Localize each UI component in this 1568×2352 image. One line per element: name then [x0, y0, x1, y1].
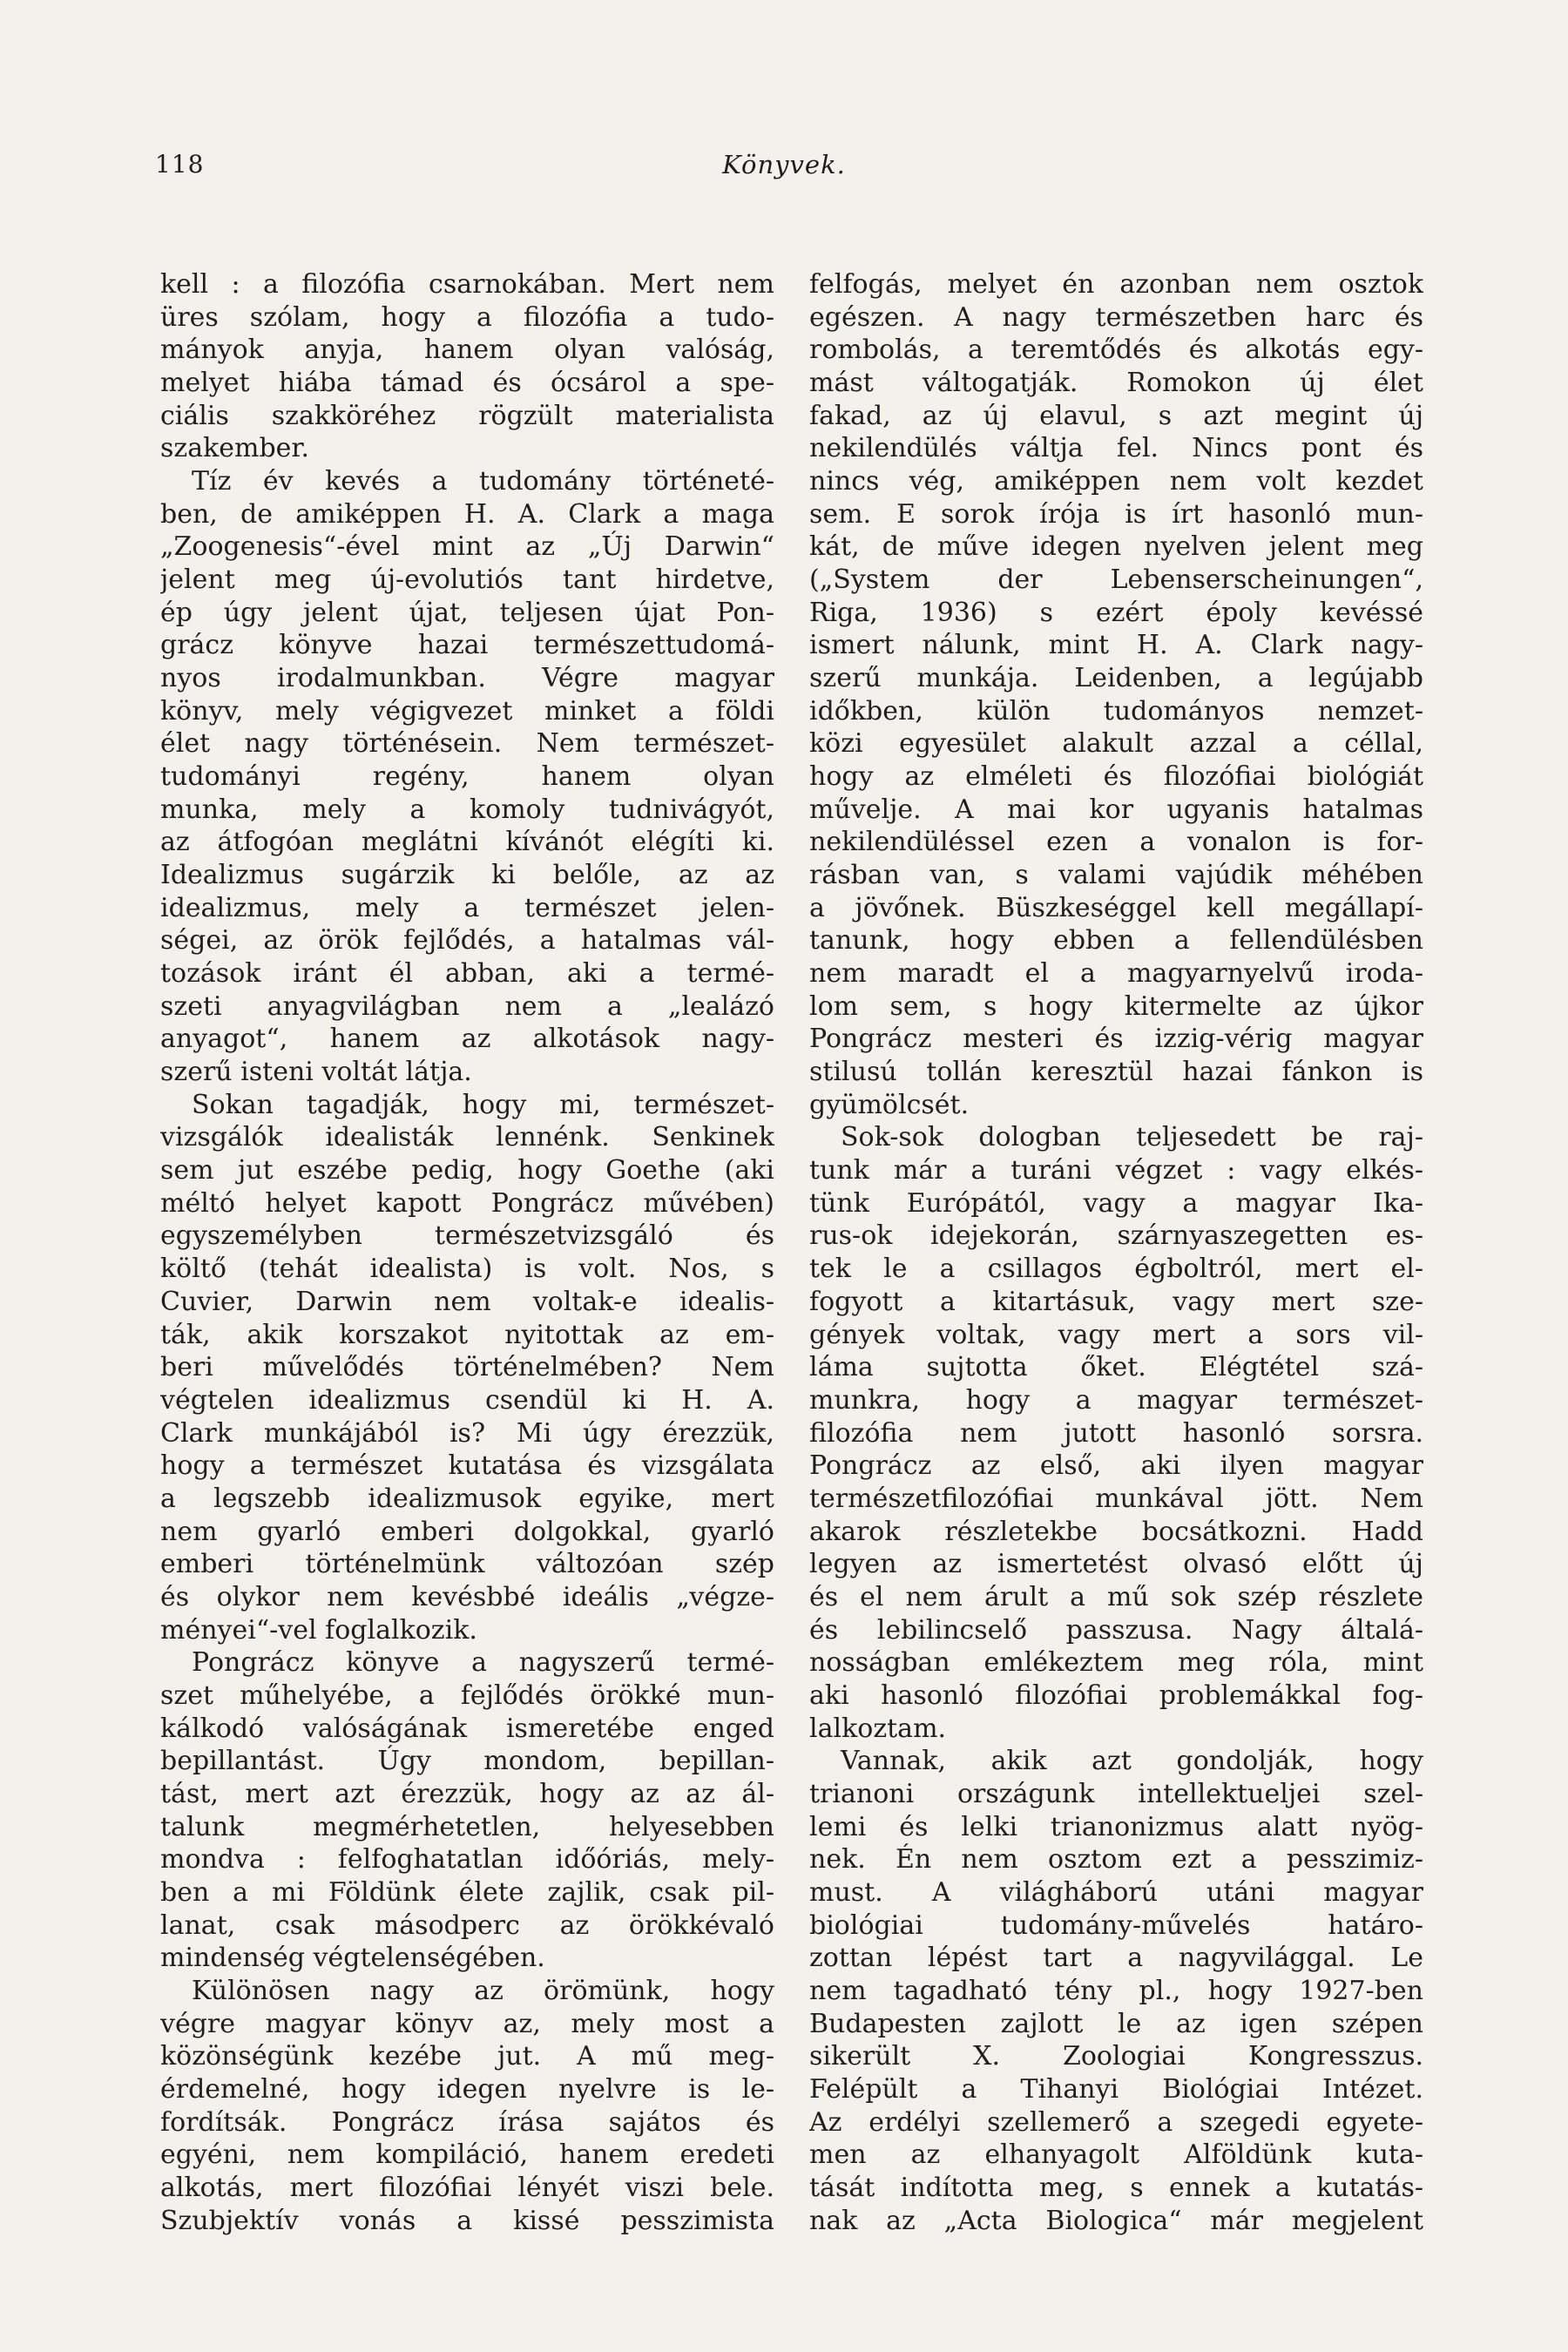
- text-line: Pongrácz az első, aki ilyen magyar: [809, 1450, 1423, 1482]
- text-line: biológiai tudomány-művelés határo-: [809, 1909, 1423, 1941]
- text-line: közi egyesület alakult azzal a céllal,: [809, 728, 1423, 760]
- text-line: anyagot“, hanem az alkotások nagy-: [160, 1024, 774, 1055]
- text-line: Szubjektív vonás a kissé pesszimista: [160, 2205, 774, 2236]
- text-line: ták, akik korszakot nyitottak az em-: [160, 1319, 774, 1350]
- text-line: must. A világháború utáni magyar: [809, 1876, 1423, 1908]
- text-line: nem tagadható tény pl., hogy 1927-ben: [809, 1975, 1423, 2006]
- text-line: nek. Én nem osztom ezt a pesszimiz-: [809, 1844, 1423, 1876]
- text-line: végre magyar könyv az, mely most a: [160, 2008, 774, 2039]
- text-line: természetfilozófiai munkával jött. Nem: [809, 1483, 1423, 1514]
- text-line: nem gyarló emberi dolgokkal, gyarló: [160, 1516, 774, 1547]
- text-line: költő (tehát idealista) is volt. Nos, s: [160, 1254, 774, 1285]
- text-line: könyv, mely végigvezet minket a földi: [160, 695, 774, 727]
- text-line: időkben, külön tudományos nemzet-: [809, 695, 1423, 727]
- page-header: [155, 150, 1413, 185]
- text-line: ép úgy jelent újat, teljesen újat Pon-: [160, 597, 774, 628]
- text-line: nyos irodalmunkban. Végre magyar: [160, 663, 774, 694]
- text-line: láma sujtotta őket. Elégtétel szá-: [809, 1352, 1423, 1383]
- text-line: mondva : felfoghatatlan időóriás, mely-: [160, 1844, 774, 1876]
- text-column-right: [809, 268, 1423, 2237]
- text-line: az átfogóan meglátni kívánót elégíti ki.: [160, 827, 774, 858]
- text-line: sem jut eszébe pedig, hogy Goethe (aki: [160, 1155, 774, 1186]
- text-line: tünk Európától, vagy a magyar Ika-: [809, 1187, 1423, 1219]
- text-line: tek le a csillagos égboltról, mert el-: [809, 1254, 1423, 1285]
- text-line: hogy az elméleti és filozófiai biológiát: [809, 761, 1423, 793]
- text-line: tanunk, hogy ebben a fellendülésben: [809, 925, 1423, 956]
- text-line: művelje. A mai kor ugyanis hatalmas: [809, 794, 1423, 825]
- text-line: érdemelné, hogy idegen nyelvre is le-: [160, 2073, 774, 2105]
- text-line: fogyott a kitartásuk, vagy mert sze-: [809, 1286, 1423, 1317]
- text-line: tást, mert azt érezzük, hogy az az ál-: [160, 1778, 774, 1809]
- text-line: nekilendüléssel ezen a vonalon is for-: [809, 827, 1423, 858]
- text-line: ciális szakköréhez rögzült materialista: [160, 400, 774, 431]
- text-line: idealizmus, mely a természet jelen-: [160, 892, 774, 923]
- text-line: Sok-sok dologban teljesedett be raj-: [841, 1122, 1423, 1153]
- text-line: Idealizmus sugárzik ki belőle, az az: [160, 860, 774, 891]
- text-line: („System der Lebenserscheinungen“,: [809, 564, 1423, 596]
- text-line: Cuvier, Darwin nem voltak-e idealis-: [160, 1286, 774, 1317]
- text-line: és olykor nem kevésbbé ideális „végze-: [160, 1581, 774, 1612]
- text-line: ményei“-vel foglalkozik.: [160, 1614, 477, 1646]
- page-number: 118: [155, 150, 205, 179]
- text-line: szerű munkája. Leidenben, a legújabb: [809, 663, 1423, 694]
- text-line: fordítsák. Pongrácz írása sajátos és: [160, 2106, 774, 2138]
- text-line: a jövőnek. Büszkeséggel kell megállapí-: [809, 892, 1423, 923]
- text-line: bepillantást. Úgy mondom, bepillan-: [160, 1746, 774, 1777]
- text-line: rásban van, s valami vajúdik méhében: [809, 860, 1423, 891]
- text-line: végtelen idealizmus csendül ki H. A.: [160, 1384, 774, 1416]
- text-line: ségei, az örök fejlődés, a hatalmas vál-: [160, 925, 774, 956]
- text-line: ismert nálunk, mint H. A. Clark nagy-: [809, 630, 1423, 661]
- text-line: tozások iránt él abban, aki a termé-: [160, 958, 774, 990]
- text-column-left: [160, 268, 774, 2237]
- text-line: Tíz év kevés a tudomány történeté-: [192, 466, 774, 497]
- text-line: nem maradt el a magyarnyelvű iroda-: [809, 958, 1423, 990]
- text-line: nincs vég, amiképpen nem volt kezdet: [809, 466, 1423, 497]
- text-line: szeti anyagvilágban nem a „lealázó: [160, 990, 774, 1022]
- text-line: stilusú tollán keresztül hazai fánkon is: [809, 1057, 1423, 1088]
- text-line: kálkodó valóságának ismeretébe enged: [160, 1713, 774, 1744]
- text-line: a legszebb idealizmusok egyike, mert: [160, 1483, 774, 1514]
- text-line: lanat, csak másodperc az örökkévaló: [160, 1909, 774, 1941]
- text-line: Budapesten zajlott le az igen szépen: [809, 2008, 1423, 2039]
- text-line: nak az „Acta Biologica“ már megjelent: [809, 2205, 1423, 2236]
- text-line: és el nem árult a mű sok szép részlete: [809, 1581, 1423, 1612]
- text-line: fakad, az új elavul, s azt megint új: [809, 400, 1423, 431]
- text-line: élet nagy történésein. Nem természet-: [160, 728, 774, 760]
- text-line: méltó helyet kapott Pongrácz művében): [160, 1187, 774, 1219]
- text-line: lom sem, s hogy kitermelte az újkor: [809, 990, 1423, 1022]
- text-line: rombolás, a teremtődés és alkotás egy-: [809, 335, 1423, 366]
- text-line: munkra, hogy a magyar természet-: [809, 1384, 1423, 1416]
- text-line: grácz könyve hazai természettudomá-: [160, 630, 774, 661]
- text-line: üres szólam, hogy a filozófia a tudo-: [160, 301, 774, 333]
- text-line: tunk már a turáni végzet : vagy elkés-: [809, 1155, 1423, 1186]
- text-line: szakember.: [160, 433, 310, 464]
- text-line: gyümölcsét.: [809, 1089, 970, 1120]
- text-line: munka, mely a komoly tudnivágyót,: [160, 794, 774, 825]
- text-line: Az erdélyi szellemerő a szegedi egyete-: [809, 2106, 1423, 2138]
- text-line: ben, de amiképpen H. A. Clark a maga: [160, 498, 774, 530]
- text-line: beri művelődés történelmében? Nem: [160, 1352, 774, 1383]
- text-line: mányok anyja, hanem olyan valóság,: [160, 335, 774, 366]
- text-line: mást váltogatják. Romokon új élet: [809, 368, 1423, 399]
- text-line: Pongrácz könyve a nagyszerű termé-: [192, 1647, 774, 1679]
- text-line: melyet hiába támad és ócsárol a spe-: [160, 368, 774, 399]
- text-line: talunk megmérhetetlen, helyesebben: [160, 1811, 774, 1842]
- text-line: „Zoogenesis“-ével mint az „Új Darwin“: [160, 531, 774, 563]
- text-line: Pongrácz mesteri és izzig-vérig magyar: [809, 1024, 1423, 1055]
- text-line: lemi és lelki trianonizmus alatt nyög-: [809, 1811, 1423, 1842]
- text-line: lalkoztam.: [809, 1713, 947, 1744]
- text-line: sikerült X. Zoologiai Kongresszus.: [809, 2041, 1423, 2072]
- text-line: tását indította meg, s ennek a kutatás-: [809, 2172, 1423, 2203]
- text-line: nosságban emlékeztem meg róla, mint: [809, 1647, 1423, 1679]
- text-line: és lebilincselő passzusa. Nagy általá-: [809, 1614, 1423, 1646]
- text-line: hogy a természet kutatása és vizsgálata: [160, 1450, 774, 1482]
- text-line: legyen az ismertetést olvasó előtt új: [809, 1549, 1423, 1580]
- text-line: men az elhanyagolt Alföldünk kuta-: [809, 2139, 1423, 2171]
- text-line: egyszemélyben természetvizsgáló és: [160, 1220, 774, 1252]
- text-line: trianoni országunk intellektueljei szel-: [809, 1778, 1423, 1809]
- text-line: kell : a filozófia csarnokában. Mert nem: [160, 269, 774, 300]
- running-title: Könyvek.: [722, 150, 846, 179]
- text-line: Vannak, akik azt gondolják, hogy: [841, 1746, 1423, 1777]
- text-line: nekilendülés váltja fel. Nincs pont és: [809, 433, 1423, 464]
- text-line: Felépült a Tihanyi Biológiai Intézet.: [809, 2073, 1423, 2105]
- text-line: aki hasonló filozófiai problemákkal fog-: [809, 1680, 1423, 1711]
- text-line: felfogás, melyet én azonban nem osztok: [809, 269, 1423, 300]
- text-line: sem. E sorok írója is írt hasonló mun-: [809, 498, 1423, 530]
- text-line: szet műhelyébe, a fejlődés örökké mun-: [160, 1680, 774, 1711]
- text-line: rus-ok idejekorán, szárnyaszegetten es-: [809, 1220, 1423, 1252]
- text-line: vizsgálók idealisták lennénk. Senkinek: [160, 1122, 774, 1153]
- text-line: ben a mi Földünk élete zajlik, csak pil-: [160, 1876, 774, 1908]
- text-line: zottan lépést tart a nagyvilággal. Le: [809, 1943, 1423, 1974]
- text-line: közönségünk kezébe jut. A mű meg-: [160, 2041, 774, 2072]
- text-line: Sokan tagadják, hogy mi, természet-: [192, 1089, 774, 1120]
- text-line: egészen. A nagy természetben harc és: [809, 301, 1423, 333]
- text-line: akarok részletekbe bocsátkozni. Hadd: [809, 1516, 1423, 1547]
- text-line: jelent meg új-evolutiós tant hirdetve,: [160, 564, 774, 596]
- text-line: alkotás, mert filozófiai lényét viszi bele.: [160, 2172, 774, 2203]
- text-line: Clark munkájából is? Mi úgy érezzük,: [160, 1417, 774, 1449]
- text-line: gények voltak, vagy mert a sors vil-: [809, 1319, 1423, 1350]
- text-line: filozófia nem jutott hasonló sorsra.: [809, 1417, 1423, 1449]
- text-line: emberi történelmünk változóan szép: [160, 1549, 774, 1580]
- text-line: tudományi regény, hanem olyan: [160, 761, 774, 793]
- text-line: kát, de műve idegen nyelven jelent meg: [809, 531, 1423, 563]
- text-line: mindenség végtelenségében.: [160, 1943, 545, 1974]
- text-line: Különösen nagy az örömünk, hogy: [192, 1975, 774, 2006]
- text-line: Riga, 1936) s ezért époly kevéssé: [809, 597, 1423, 628]
- text-line: egyéni, nem kompiláció, hanem eredeti: [160, 2139, 774, 2171]
- text-line: szerű isteni voltát látja.: [160, 1057, 472, 1088]
